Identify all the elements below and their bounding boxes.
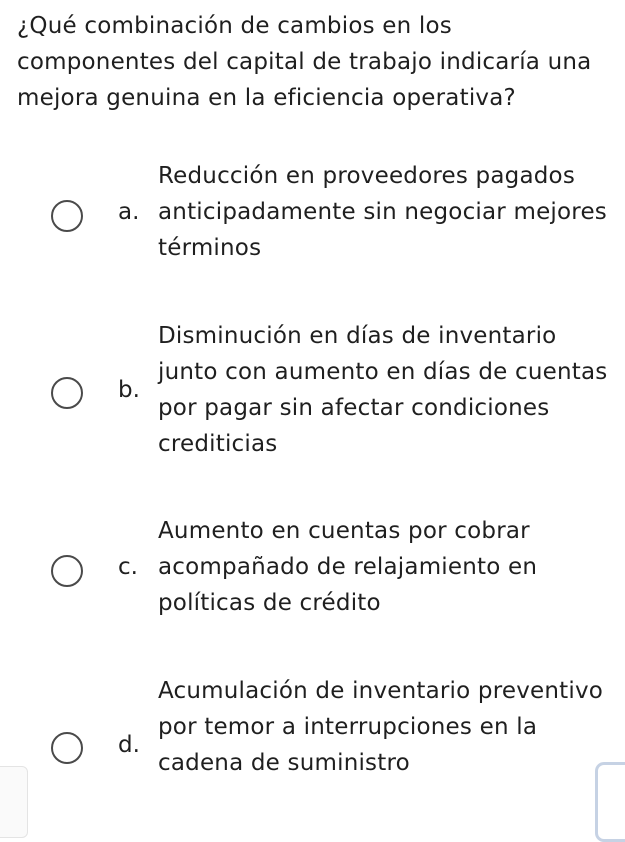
option-text-b: Disminución en días de inventario junto con aumento en días de cuentas por pagar sin afectar condiciones crediticias xyxy=(158,323,608,457)
option-text-d: Acumulación de inventario preventivo por temor a interrupciones en la cadena de suministro xyxy=(158,678,604,776)
answer-option-c[interactable] xyxy=(0,513,625,621)
next-nav-button[interactable] xyxy=(595,762,625,842)
answer-option-a[interactable] xyxy=(0,158,625,266)
option-letter-c: c. xyxy=(118,554,138,580)
previous-nav-button[interactable] xyxy=(0,766,28,838)
radio-button-a[interactable] xyxy=(51,200,83,232)
radio-button-c[interactable] xyxy=(51,555,83,587)
option-text-a: Reducción en proveedores pagados anticipadamente sin negociar mejores términos xyxy=(158,163,607,261)
question-text: ¿Qué combinación de cambios en los componentes del capital de trabajo indicaría una mejora genuina en la eficiencia operativa? xyxy=(17,13,592,111)
radio-button-d[interactable] xyxy=(51,732,83,764)
answer-option-d[interactable] xyxy=(0,673,625,817)
radio-button-b[interactable] xyxy=(51,377,83,409)
option-letter-d: d. xyxy=(118,732,140,758)
option-letter-b: b. xyxy=(118,377,140,403)
option-text-c: Aumento en cuentas por cobrar acompañado de relajamiento en políticas de crédito xyxy=(158,518,538,616)
option-letter-a: a. xyxy=(118,199,140,225)
answer-option-b[interactable] xyxy=(0,318,625,462)
